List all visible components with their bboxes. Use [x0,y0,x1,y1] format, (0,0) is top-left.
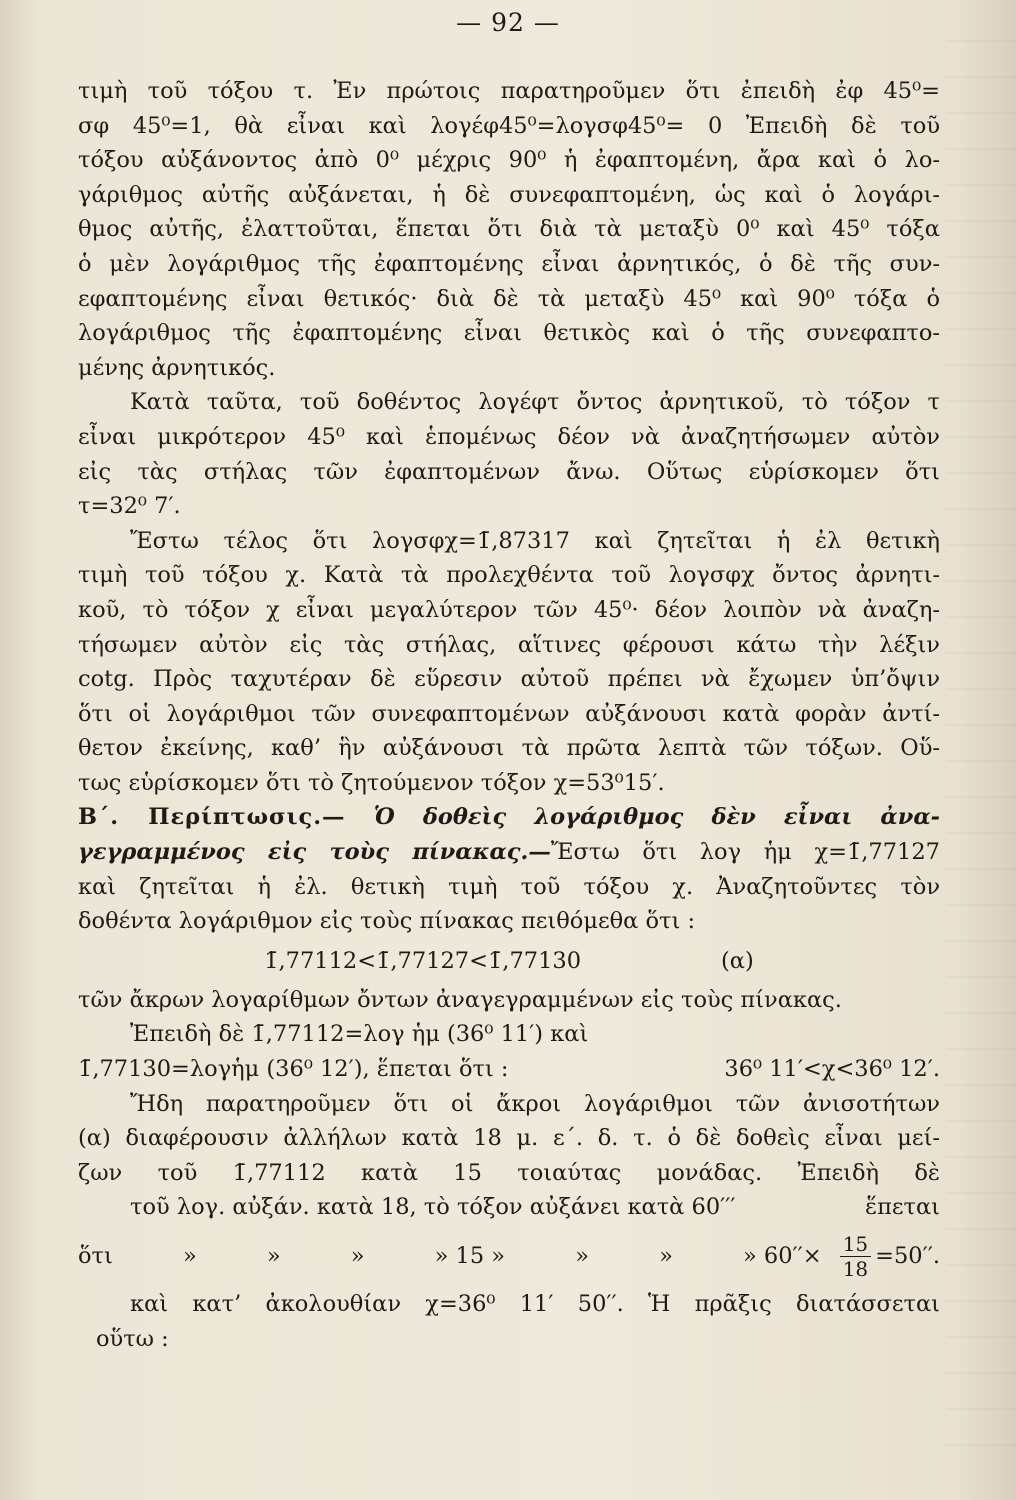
fraction-numerator: 15 [840,1232,871,1257]
text-line: ζων τοῦ 1̄,77112 κατὰ 15 τοιαύτας μονάδας. Ἐπειδὴ δὲ [78,1159,940,1186]
section-heading [78,800,940,835]
text-line: τῶν ἄκρων λογαρίθμων ὄντων ἀναγεγραμμένων εἰς τοὺς πίνακας. [78,986,842,1013]
text-line: οὕτω : [96,1325,169,1352]
text-line: καὶ ζητεῖται ἡ ἐλ. θετικὴ τιμὴ τοῦ τόξου χ. Ἀναζητοῦντες τὸν [78,873,940,900]
proportion-line [78,1225,940,1287]
text-line: Ἤδη παρατηροῦμεν ὅτι οἱ ἄκροι λογάριθμοι τῶν ἀνισοτήτων [130,1090,940,1117]
ditto-mark: » [182,1243,197,1269]
frac-line-lead: ὅτι [78,1243,113,1269]
ditto-marks [78,1243,836,1269]
text-line: Ἐπειδὴ δὲ 1̄,77112=λογ ἡμ (36⁰ 11′) καὶ [130,1021,589,1048]
ditto-mark: » [350,1243,365,1269]
text-line: Ἔστω τέλος ὅτι λογσφχ=1̄,87317 καὶ ζητεῖται ἡ ἐλ θετικὴ [130,527,940,554]
heading-title-cont: γεγραμμένος εἰς τοὺς πίνακας.— [78,839,551,866]
text-line: θμος αὐτῆς, ἐλαττοῦται, ἕπεται ὅτι διὰ τὰ μεταξὺ 0⁰ καὶ 45⁰ τόξα [78,216,940,243]
text-line: θετον ἐκείνης, καθ’ ἣν αὐξάνουσι τὰ πρῶτα λεπτὰ τῶν τόξων. Οὕ- [78,735,940,762]
text-line: τιμὴ τοῦ τόξου χ. Κατὰ τὰ προλεχθέντα τοῦ λογσφχ ὄντος ἀρνητι- [78,562,940,589]
text-line: τιμὴ τοῦ τόξου τ. Ἐν πρώτοις παρατηροῦμεν ὅτι ἐπειδὴ ἐφ 45⁰= [78,78,940,104]
fraction-result: =50′′. [875,1243,940,1269]
text-line-split [78,1052,940,1087]
body-text [78,74,940,1356]
text-line: (α) διαφέρουσιν ἀλλήλων κατὰ 18 μ. ε΄. δ. τ. ὁ δὲ δοθεὶς εἶναι μεί- [78,1125,940,1152]
ditto-mark: » 15 » [434,1243,506,1269]
text-line: τως εὑρίσκομεν ὅτι τὸ ζητούμενον τόξον χ=53⁰15′. [78,769,665,796]
ditto-mark: » [659,1243,673,1269]
text-line: ὅτι οἱ λογάριθμοι τῶν συνεφαπτομένων αὐξάνουσι κατὰ φορὰν ἀντί- [78,700,940,727]
fraction [840,1232,871,1281]
ditto-mark: » [575,1243,589,1269]
text-line: τόξου αὐξάνοντος ἀπὸ 0⁰ μέχρις 90⁰ ἡ ἐφαπτομένη, ἄρα καὶ ὁ λο- [78,147,940,174]
text-line: Κατὰ ταῦτα, τοῦ δοθέντος λογέφτ ὄντος ἀρνητικοῦ, τὸ τόξον τ [130,389,940,416]
text-line-split [78,1190,940,1225]
text-line: δοθέντα λογάριθμον εἰς τοὺς πίνακας πειθόμεθα ὅτι : [78,908,696,935]
ditto-mark: » 60′′× [742,1243,822,1269]
text-line: εφαπτομένης εἶναι θετικός· διὰ δὲ τὰ μεταξὺ 45⁰ καὶ 90⁰ τόξα ὁ [78,285,940,312]
split-left: 1̄,77130=λογἡμ (36⁰ 12′), ἕπεται ὅτι : [78,1056,509,1083]
text-line: κοῦ, τὸ τόξον χ εἶναι μεγαλύτερον τῶν 45⁰· δέον λοιπὸν νὰ ἀναζη- [78,596,940,623]
text-line: cotg. Πρὸς ταχυτέραν δὲ εὕρεσιν αὐτοῦ πρέπει νὰ ἔχωμεν ὑπ’ὄψιν [78,666,940,693]
heading-title: Ὁ δοθεὶς λογάριθμος δὲν εἶναι ἀνα- [373,804,940,831]
heading-text-rest: Ἔστω ὅτι λογ ἡμ χ=1̄,77127 [550,839,940,866]
text-line: τήσωμεν αὐτὸν εἰς τὰς στήλας, αἵτινες φέρουσι κάτω τὴν λέξιν [78,631,940,658]
text-line: εἰς τὰς στήλας τῶν ἐφαπτομένων ἄνω. Οὕτως εὑρίσκομεν ὅτι [78,458,940,485]
fraction-denominator: 18 [842,1256,869,1281]
text-line: μένης ἀρνητικός. [78,354,276,381]
text-line: καὶ κατ’ ἀκολουθίαν χ=36⁰ 11′ 50′′. Ἡ πρᾶξις διατάσσεται [130,1291,940,1317]
inequality-display [78,939,940,983]
show-through-bleed [946,40,1016,1480]
text-line: σφ 45⁰=1, θὰ εἶναι καὶ λογέφ45⁰=λογσφ45⁰= 0 Ἐπειδὴ δὲ τοῦ [78,112,940,139]
ditto-mark: » [266,1243,281,1269]
text-line [78,835,940,870]
inequality-expression: 1̄,77112<1̄,77127<1̄,77130 [264,947,582,974]
text-line: τ=32⁰ 7′. [78,493,181,520]
heading-lead: Β΄. Περίπτωσις.— [78,804,346,831]
split-left: τοῦ λογ. αὐξάν. κατὰ 18, τὸ τόξον αὐξάνει κατὰ 60′′′ [130,1194,736,1221]
split-right: ἕπεται [865,1194,940,1221]
text-line: γάριθμος αὐτῆς αὐξάνεται, ἡ δὲ συνεφαπτομένη, ὡς καὶ ὁ λογάρι- [78,181,940,208]
text-line: εἶναι μικρότερον 45⁰ καὶ ἑπομένως δέον νὰ ἀναζητήσωμεν αὐτὸν [78,423,940,450]
split-right: 36⁰ 11′<χ<36⁰ 12′. [724,1056,940,1083]
text-line: λογάριθμος τῆς ἐφαπτομένης εἶναι θετικὸς καὶ ὁ τῆς συνεφαπτο- [78,320,940,347]
text-line: ὁ μὲν λογάριθμος τῆς ἐφαπτομένης εἶναι ἀρνητικός, ὁ δὲ τῆς συν- [78,250,940,277]
equation-tag: (α) [721,947,754,974]
page-number: — 92 — [456,8,560,37]
